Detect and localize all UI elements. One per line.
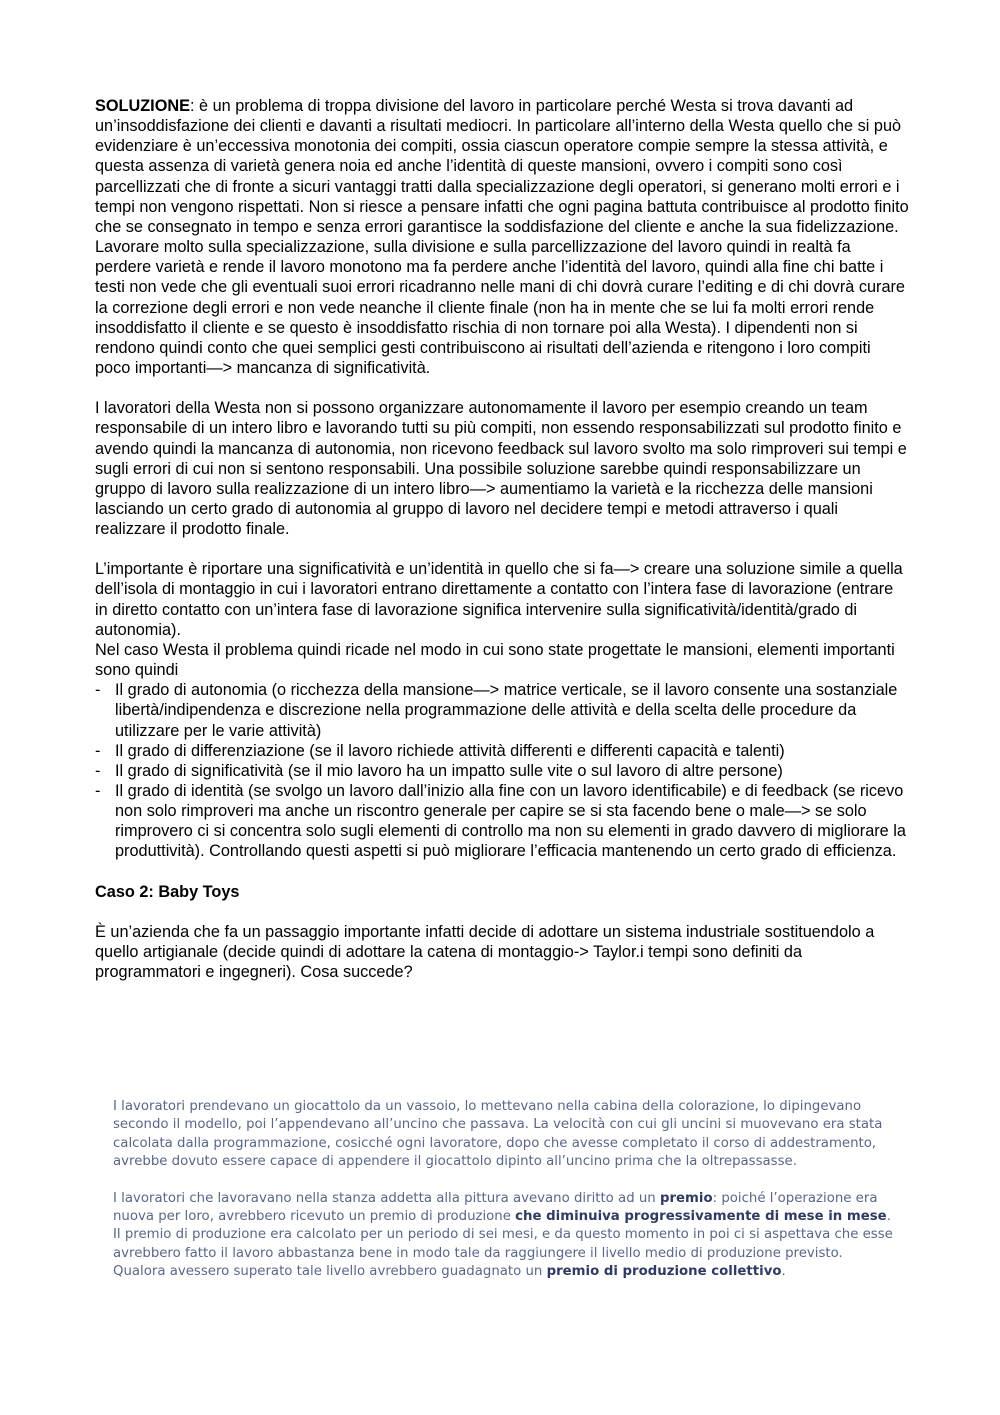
quote-emphasis: premio di produzione collettivo	[546, 1264, 782, 1280]
elements-list	[95, 680, 910, 861]
document-body	[95, 96, 910, 982]
solution-paragraph-1	[95, 96, 910, 378]
list-item: - Il grado di significatività (se il mio lavoro ha un impatto sulle vite o sul lavoro di altre persone)	[95, 761, 910, 781]
case-2-heading: Caso 2: Baby Toys	[95, 882, 240, 901]
quote-emphasis: che diminuiva progressivamente di mese in mese	[515, 1209, 887, 1225]
solution-text-1: : è un problema di troppa divisione del lavoro in particolare perché Westa si trova davanti ad un’insoddisfazione dei clienti e davanti a risultati mediocri. In particolare all’interno della Westa quello che si può evidenziare è un’eccessiva monotonia dei compiti, ossia ciascun operatore compie sempre la stessa attività, e questa assenza di varietà genera noia ed anche l’identità di queste mansioni, ovvero i compiti sono così parcellizzati che di fronte a sicuri vantaggi tratti dalla specializzazione degli operatori, si generano molti errori e i tempi non vengono rispettati. Non si riesce a pensare infatti che ogni pagina battuta contribuisce al prodotto finito che se consegnato in tempo e senza errori garantisce la soddisfazione del cliente e anche la sua fidelizzazione. Lavorare molto sulla specializzazione, sulla divisione e sulla parcellizzazione del lavoro quindi in realtà fa perdere varietà e rende il lavoro monotono ma fa perdere anche l’identità del lavoro, quindi alla fine chi batte i testi non vede che gli eventuali suoi errori ricadranno nelle mani di chi dovrà curare l’editing e di chi dovrà curare la correzione degli errori e non vede neanche il cliente finale (non ha in mente che se lui fa molti errori rende insoddisfatto il cliente e se questo è insoddisfatto rischia di non tornare poi alla Westa). I dipendenti non si rendono quindi conto che quei semplici gesti contribuiscono ai risultati dell’azienda e ritengono i loro compiti poco importanti—> mancanza di significatività.	[95, 97, 909, 378]
solution-paragraph-4: Nel caso Westa il problema quindi ricade nel modo in cui sono state progettate le mansioni, elementi importanti sono quindi	[95, 640, 895, 680]
quote-text: I lavoratori che lavoravano nella stanza addetta alla pittura avevano diritto ad un	[113, 1190, 660, 1206]
quote-text: .	[781, 1264, 786, 1280]
quote-text: : poiché l’operazione era nuova per loro, avrebbero ricevuto un premio di produzione	[113, 1190, 878, 1225]
solution-paragraph-2: I lavoratori della Westa non si possono organizzare autonomamente il lavoro per esempio creando un team responsabile di un intero libro e lavorando tutti su più compiti, non essendo responsabilizzati sul prodotto finito e avendo quindi la mancanza di autonomia, non ricevono feedback sul lavoro svolto ma solo rimproveri sui tempi e sugli errori di cui non si sentono responsabili. Una possibile soluzione sarebbe quindi responsabilizzare un gruppo di lavoro sulla realizzazione di un intero libro—> aumentiamo la varietà e la ricchezza delle mansioni lasciando un certo grado di autonomia al gruppo di lavoro nel decidere tempi e metodi attraverso i quali realizzare il prodotto finale.	[95, 399, 907, 539]
quoted-excerpt	[113, 1098, 893, 1282]
quote-paragraph-1: I lavoratori prendevano un giocattolo da un vassoio, lo mettevano nella cabina della colorazione, lo dipingevano secondo il modello, poi l’appendevano all’uncino che passava. La velocità con cui gli uncini si muovevano era stata calcolata dalla programmazione, cosicché ogni lavoratore, dopo che avesse completato il corso di addestramento, avrebbe dovuto essere capace di appendere il giocattolo dipinto all’uncino prima che la oltrepassasse.	[113, 1099, 883, 1170]
list-item: - Il grado di differenziazione (se il lavoro richiede attività differenti e differenti capacità e talenti)	[95, 741, 910, 761]
list-item: - Il grado di autonomia (o ricchezza della mansione—> matrice verticale, se il lavoro consente una sostanziale libertà/indipendenza e discrezione nella programmazione delle attività e della scelta delle procedure da utilizzare per le varie attività)	[95, 680, 910, 740]
quote-paragraph-2	[113, 1190, 893, 1282]
solution-paragraph-3: L’importante è riportare una significatività e un’identità in quello che si fa—> creare una soluzione simile a quella dell’isola di montaggio in cui i lavoratori entrano direttamente a contatto con l’intera fase di lavorazione (entrare in diretto contatto con un’intera fase di lavorazione significa intervenire sulla significatività/identità/grado di autonomia).	[95, 560, 903, 639]
solution-label: SOLUZIONE	[95, 97, 190, 115]
quote-emphasis: premio	[659, 1190, 713, 1206]
case-2-paragraph: È un’azienda che fa un passaggio importante infatti decide di adottare un sistema industriale sostituendolo a quello artigianale (decide quindi di adottare la catena di montaggio-> Taylor.i tempi sono definiti da programmatori e ingegneri). Cosa succede?	[95, 922, 875, 982]
list-item: - Il grado di identità (se svolgo un lavoro dall’inizio alla fine con un lavoro identificabile) e di feedback (se ricevo non solo rimproveri ma anche un riscontro generale per capire se si sta facendo bene o male—> se solo rimprovero ci si concentra solo sugli elementi di controllo ma non su elementi in grado davvero di migliorare la produttività). Controllando questi aspetti si può migliorare l’efficacia mantenendo un certo grado di efficienza.	[95, 781, 910, 862]
quote-text: . Il premio di produzione era calcolato per un periodo di sei mesi, e da questo momento in poi ci si aspettava che esse avrebbero fatto il lavoro abbastanza bene in modo tale da raggiungere il livello medio di produzione previsto. Qualora avessero superato tale livello avrebbero guadagnato un	[113, 1209, 893, 1280]
